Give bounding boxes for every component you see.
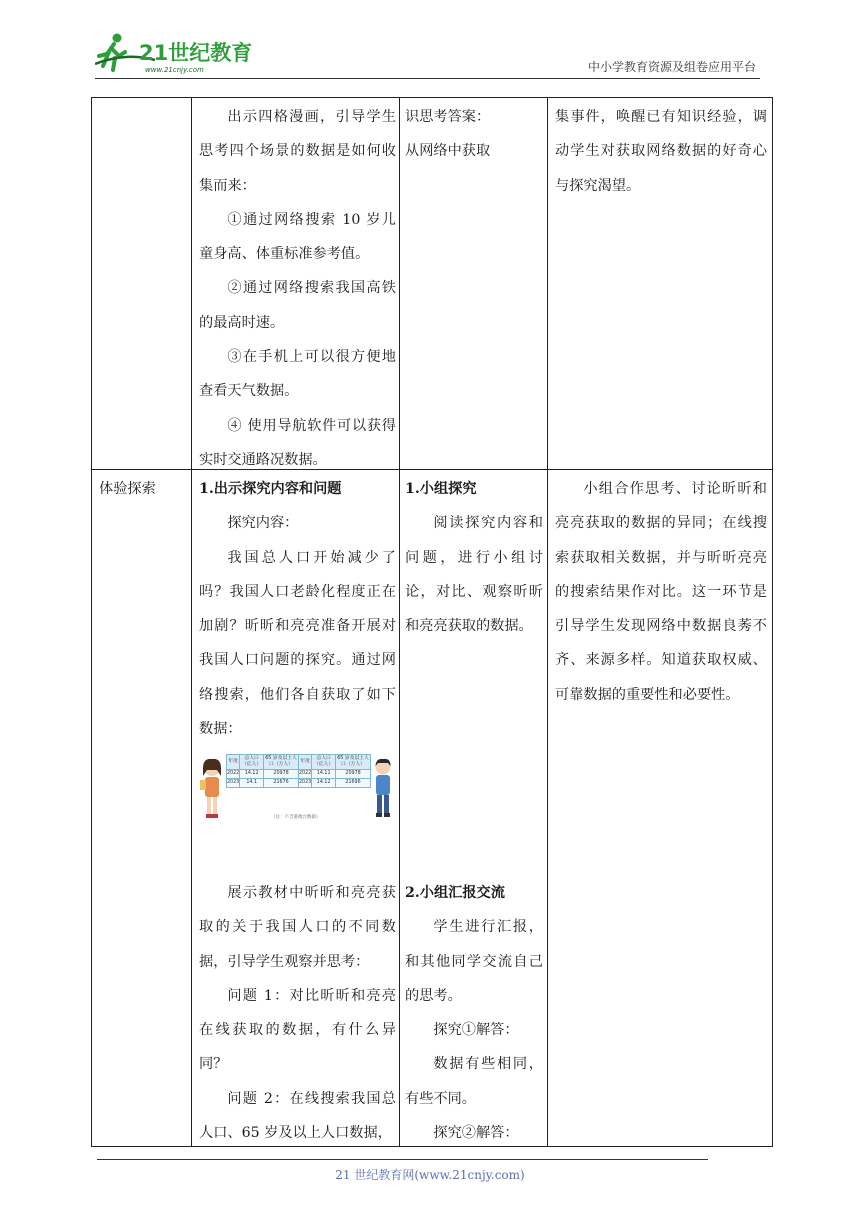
header-population-b: 总人口（亿人） xyxy=(312,755,336,770)
answer-text: 从网络中获取 xyxy=(405,143,491,160)
table-cell: 21676 xyxy=(264,779,299,788)
table-cell: 2023 xyxy=(227,779,240,788)
page-header xyxy=(0,0,860,82)
group-inquiry-heading: 1.小组探究 xyxy=(405,481,477,497)
inquiry-intro: 我国总人口开始减少了吗？我国人口老龄化程度正在加剧？昕昕和亮亮准备开展对我国人口问题的探究。通过网络搜索，他们各自获取了如下数据： xyxy=(199,549,396,738)
header-divider xyxy=(95,78,760,79)
table-cell: 14.11 xyxy=(312,770,336,779)
purpose-text: 集事件，唤醒已有知识经验，调动学生对获取网络数据的好奇心与探究渴望。 xyxy=(555,109,767,194)
stage-label-cell xyxy=(99,472,191,506)
logo-text: 21世纪教育 xyxy=(139,41,253,65)
question-2: 问题 2：在线搜索我国总人口、65 岁及以上人口数据， xyxy=(199,1090,396,1142)
scene-4: ④ 使用导航软件可以获得实时交通路况数据。 xyxy=(199,417,396,468)
row2-activity-bottom xyxy=(199,876,396,1150)
footer-link[interactable]: 21 世纪教育网(www.21cnjy.com) xyxy=(335,1168,525,1182)
group-report-heading: 2.小组汇报交流 xyxy=(405,885,505,901)
purpose-text-2: 小组合作思考、讨论昕昕和亮亮获取的数据的异同；在线搜索获取相关数据，并与昕昕亮亮的搜索结果作对比。这一环节是引导学生发现网络中数据良莠不齐、来源多样。知道获取权威、可靠数据的重要性和必要性。 xyxy=(555,481,767,703)
table-cell: 20978 xyxy=(336,770,371,779)
row2-student-bottom xyxy=(405,876,543,1150)
column-divider-2 xyxy=(399,97,400,1147)
report-text: 学生进行汇报，和其他同学交流自己的思考。 xyxy=(405,919,543,1004)
inquiry-1-answer: 数据有些相同，有些不同。 xyxy=(405,1056,543,1107)
row2-student-top xyxy=(405,472,543,643)
column-divider-3 xyxy=(547,97,548,1147)
header-elderly-a: 65 岁及以上人口（万人） xyxy=(264,755,299,770)
footer-divider xyxy=(97,1159,708,1160)
table-cell: 14.1 xyxy=(240,779,264,788)
activity-heading: 1.出示探究内容和问题 xyxy=(199,481,342,497)
row1-student-cell xyxy=(405,100,543,169)
boy-character-icon xyxy=(372,756,394,820)
table-border-top xyxy=(91,97,773,98)
inquiry-2-label: 探究②解答： xyxy=(433,1125,519,1142)
row2-purpose-cell xyxy=(555,472,767,712)
header-year-a: 年度 xyxy=(227,755,240,770)
table-row xyxy=(227,779,371,788)
lesson-table xyxy=(91,97,773,1147)
table-border-left xyxy=(91,97,92,1147)
girl-character-icon xyxy=(198,756,226,820)
figure-note: （注：不含港澳台数据） xyxy=(271,815,321,820)
table-cell: 2022 xyxy=(298,770,311,779)
display-instruction: 展示教材中昕昕和亮亮获取的关于我国人口的不同数据，引导学生观察并思考： xyxy=(199,885,396,970)
population-data-figure xyxy=(196,748,396,824)
row1-activity-cell xyxy=(199,100,396,477)
question-1: 问题 1：对比昕昕和亮亮在线获取的数据，有什么异同？ xyxy=(199,987,396,1073)
comic-intro: 出示四格漫画，引导学生思考四个场景的数据是如何收集而来： xyxy=(199,109,396,194)
table-cell: 14.12 xyxy=(240,770,264,779)
table-cell: 21696 xyxy=(336,779,371,788)
site-logo xyxy=(95,30,265,78)
answer-label: 识思考答案： xyxy=(405,109,491,125)
runner-logo-icon xyxy=(95,30,265,78)
table-cell: 14.12 xyxy=(312,779,336,788)
stage-label: 体验探索 xyxy=(99,481,156,497)
inquiry-label: 探究内容： xyxy=(227,515,299,532)
header-year-b: 年度 xyxy=(298,755,311,770)
table-cell: 2023 xyxy=(298,779,311,788)
header-elderly-b: 65 岁及以上人口（万人） xyxy=(336,755,371,770)
header-population-a: 总人口（亿人） xyxy=(240,755,264,770)
table-border-right xyxy=(772,97,773,1147)
table-cell: 2022 xyxy=(227,770,240,779)
population-table xyxy=(226,754,371,788)
table-cell: 20978 xyxy=(264,770,299,779)
row-divider xyxy=(91,469,773,470)
group-inquiry-text: 阅读探究内容和问题，进行小组讨论，对比、观察昕昕和亮亮获取的数据。 xyxy=(405,515,543,635)
column-divider-1 xyxy=(191,97,192,1147)
platform-name: 中小学教育资源及组卷应用平台 xyxy=(587,60,756,74)
scene-2: ②通过网络搜索我国高铁的最高时速。 xyxy=(199,280,396,331)
logo-url: www.21cnjy.com xyxy=(145,66,204,74)
scene-3: ③在手机上可以很方便地查看天气数据。 xyxy=(199,349,396,400)
table-row xyxy=(227,770,371,779)
row2-activity-top xyxy=(199,472,396,746)
scene-1: ①通过网络搜索 10 岁儿童身高、体重标准参考值。 xyxy=(199,211,396,263)
inquiry-1-label: 探究①解答： xyxy=(433,1022,519,1039)
population-table-header xyxy=(227,755,371,770)
row1-purpose-cell xyxy=(555,100,767,203)
